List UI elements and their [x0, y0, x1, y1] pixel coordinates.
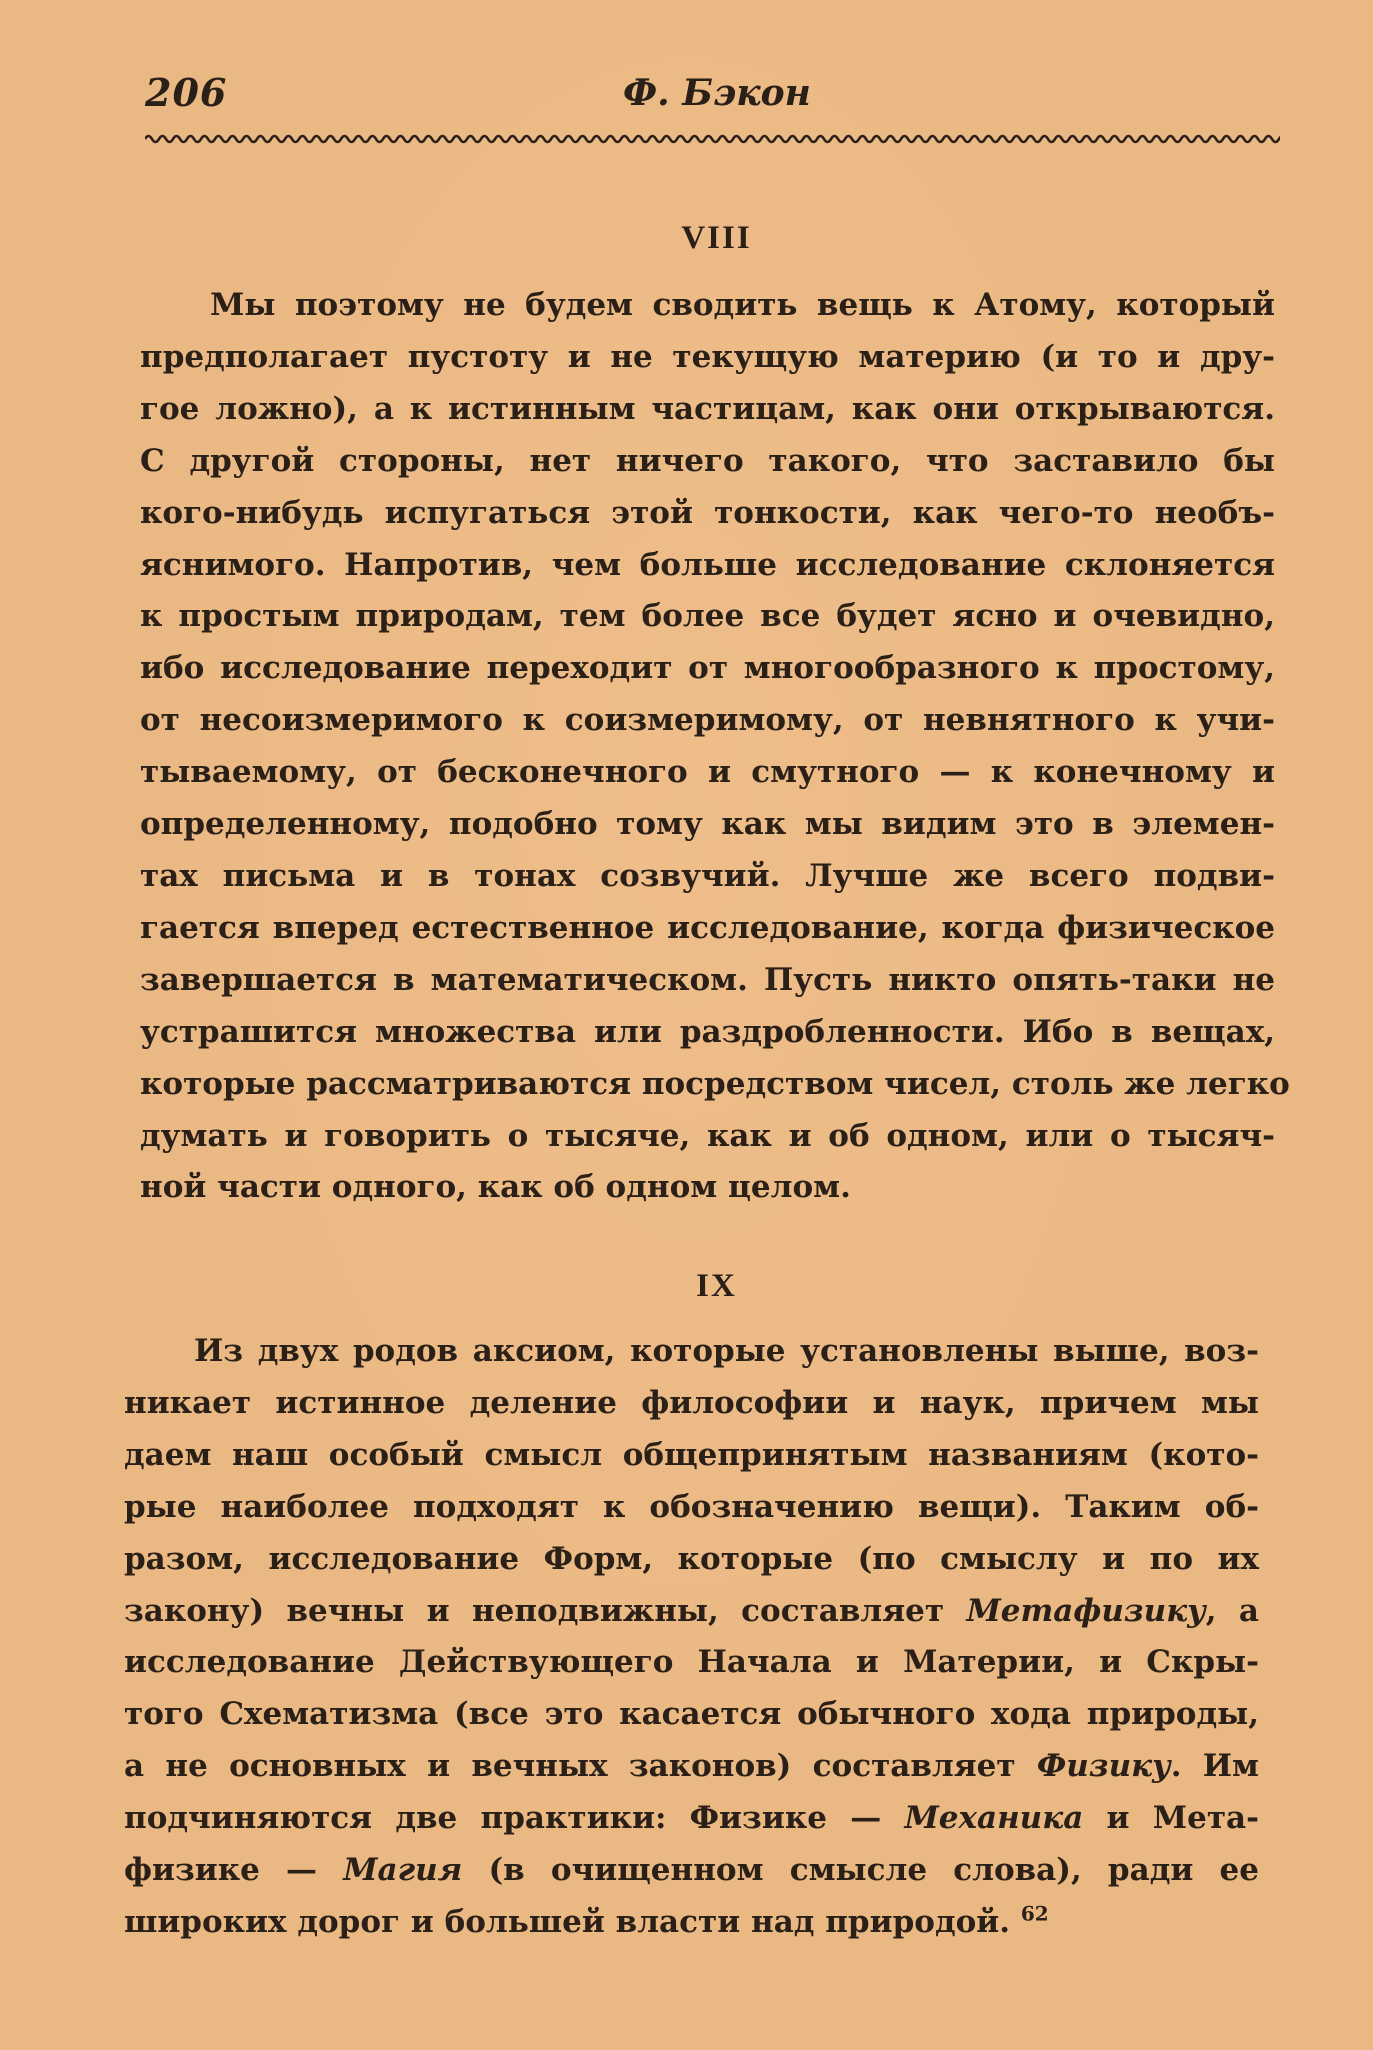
- text-line: завершается в математическом. Пусть никто опять-таки не: [140, 961, 1275, 998]
- text-line: Мы поэтому не будем сводить вещь к Атому, который: [210, 287, 1275, 323]
- text-line: никает истинное деление философии и наук, причем мы: [124, 1384, 1259, 1421]
- text-line: [124, 1586, 1259, 1638]
- text-line: думать и говорить о тысяче, как и об одном, или о тысяч-: [140, 1117, 1275, 1154]
- text-run: (в очищенном смысле слова), ради ее: [462, 1852, 1259, 1889]
- text-line: гается вперед естественное исследование, когда физическое: [140, 909, 1275, 946]
- text-line: [124, 1845, 1259, 1897]
- text-line: которые рассматриваются посредством чисел, столь же легко: [140, 1065, 1290, 1102]
- text-line: к простым природам, тем более все будет ясно и очевидно,: [140, 598, 1275, 635]
- section-heading-ix: IX: [696, 1268, 737, 1304]
- running-head: Ф. Бэкон: [623, 72, 811, 114]
- text-line: даем наш особый смысл общепринятым названиям (кото-: [124, 1436, 1259, 1473]
- text-line: тах письма и в тонах созвучий. Лучше же всего подви-: [140, 857, 1275, 894]
- text-line: яснимого. Напротив, чем больше исследование склоняется: [140, 546, 1275, 583]
- italic-term-mekhanika: Механика: [904, 1800, 1084, 1837]
- text-line: Из двух родов аксиом, которые установлены выше, воз-: [194, 1333, 1259, 1369]
- italic-term-metafizika: Метафизику: [966, 1592, 1206, 1629]
- text-line: исследование Действующего Начала и Материи, и Скры-: [124, 1644, 1259, 1681]
- text-line: определенному, подобно тому как мы видим это в элемен-: [140, 806, 1275, 843]
- text-line: от несоизмеримого к соизмеримому, от невнятного к учи-: [140, 702, 1275, 739]
- text-run: подчиняются две практики: Физике —: [124, 1800, 905, 1837]
- footnote-reference[interactable]: 62: [1020, 1901, 1049, 1926]
- decorative-wavy-rule: [145, 133, 1280, 145]
- text-run: закону) вечны и неподвижны, составляет: [124, 1592, 967, 1629]
- text-line: [124, 1897, 1259, 1949]
- text-run: . Им: [1170, 1748, 1259, 1785]
- text-run: физике —: [124, 1852, 344, 1889]
- text-line: [124, 1741, 1259, 1793]
- text-run: а не основных и вечных законов) составляет: [124, 1748, 1037, 1785]
- text-run: широких дорог и большей власти над природой.: [124, 1903, 1011, 1940]
- text-line: С другой стороны, нет ничего такого, что заставило бы: [140, 442, 1275, 479]
- text-line: ной части одного, как об одном целом.: [140, 1169, 851, 1206]
- text-line: того Схематизма (все это касается обычного хода природы,: [124, 1696, 1259, 1733]
- text-line: предполагает пустоту и не текущую материю (и то и дру-: [140, 338, 1275, 375]
- text-line: тываемому, от бесконечного и смутного — к конечному и: [140, 754, 1275, 791]
- text-run: , а: [1205, 1592, 1259, 1629]
- page-number: 206: [145, 70, 228, 115]
- text-line: гое ложно), а к истинным частицам, как они открываются.: [140, 390, 1275, 427]
- text-line: кого-нибудь испугаться этой тонкости, как чего-то необъ-: [140, 494, 1275, 531]
- text-line: рые наиболее подходят к обозначению вещи). Таким об-: [124, 1488, 1259, 1525]
- text-line: ибо исследование переходит от многообразного к простому,: [140, 650, 1275, 687]
- text-line: разом, исследование Форм, которые (по смыслу и по их: [124, 1540, 1259, 1577]
- section-viii-paragraph: [140, 280, 1290, 1214]
- text-run: и Мета-: [1083, 1800, 1259, 1837]
- italic-term-fizika: Физику: [1036, 1748, 1171, 1785]
- text-line: [124, 1793, 1259, 1845]
- section-ix-paragraph: [124, 1326, 1259, 1949]
- text-line: устрашится множества или раздробленности. Ибо в вещах,: [140, 1013, 1275, 1050]
- italic-term-magiya: Магия: [343, 1852, 463, 1889]
- page-header: [145, 70, 1280, 130]
- section-heading-viii: VIII: [681, 220, 752, 256]
